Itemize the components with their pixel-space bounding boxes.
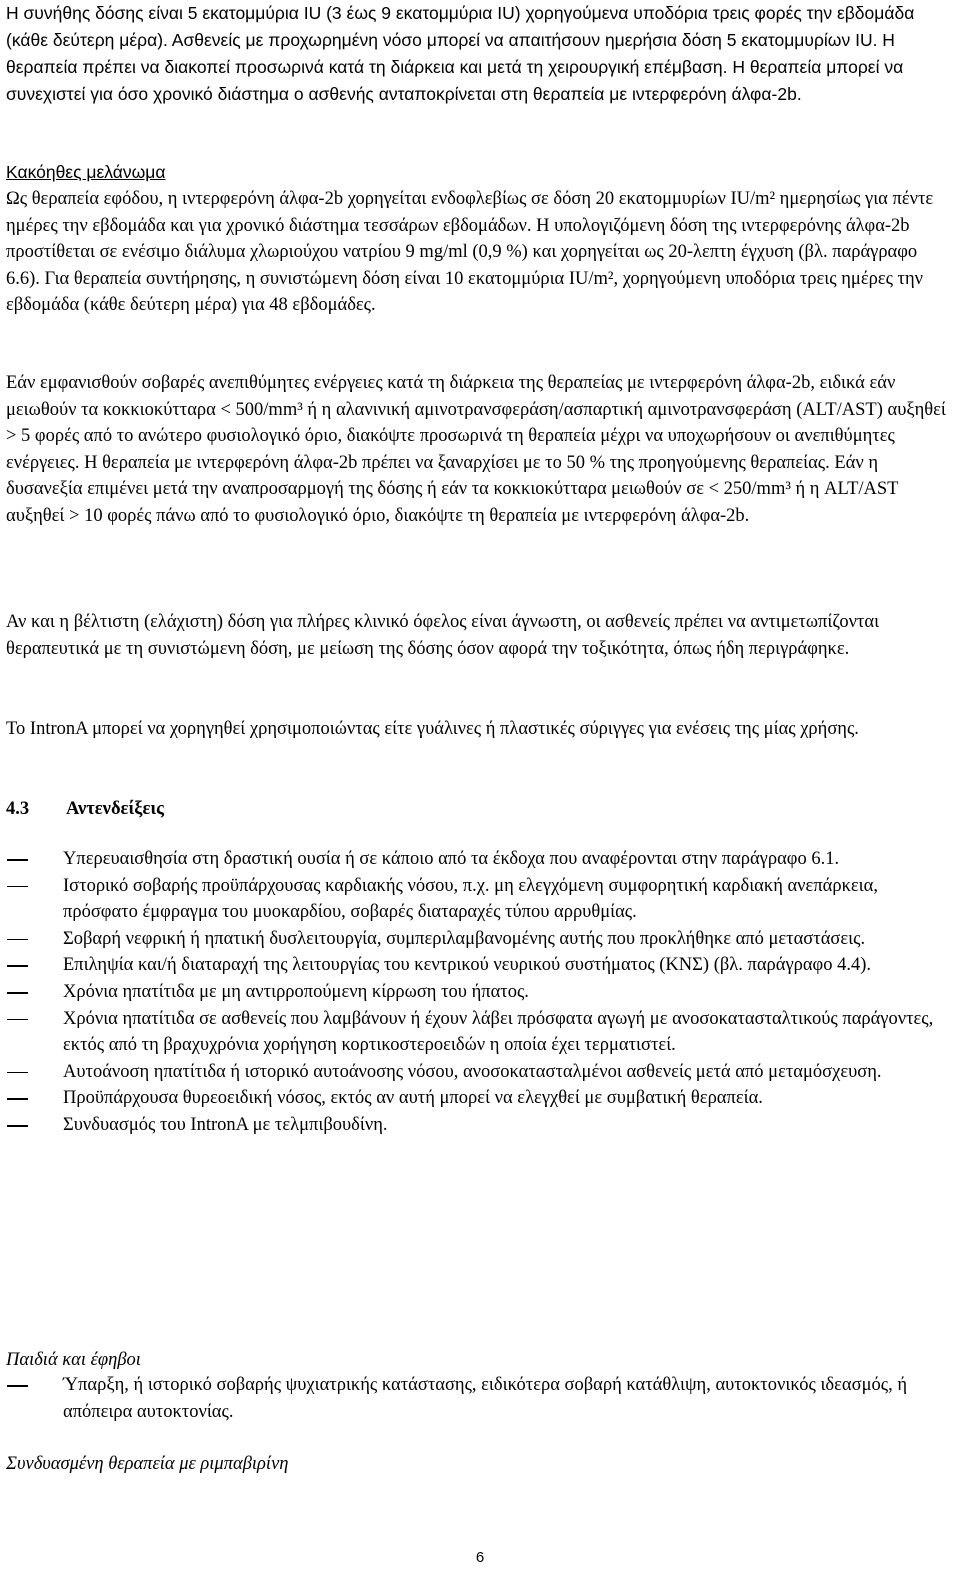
dash-bullet [7, 1385, 28, 1387]
dosing-paragraph: Η συνήθης δόσης είναι 5 εκατομμύρια IU (3 έως 9 εκατομμύρια IU) χορηγούμενα υποδόρια τρεις φορές την εβδομάδα (κάθε δεύτερη μέρα). Ασθενείς με προχωρημένη νόσο μπορεί να απαιτήσουν ημερήσια δόση 5 εκατομμυρίων IU. Η θεραπεία πρέπει να διακοπεί προσωρινά κατά τη διάρκεια και μετά τη χειρουργική επέμβαση. Η θεραπεία μπορεί να συνεχιστεί για όσο χρονικό διάστημα ο ασθενής ανταποκρίνεται στη θεραπεία με ιντερφερόνη άλφα-2b. [6, 3, 915, 104]
contraindications-list [6, 846, 954, 1139]
dash-bullet [7, 1125, 28, 1127]
dash-bullet [7, 886, 28, 888]
children-heading: Παιδιά και έφηβοι [6, 1350, 141, 1370]
list-item: Υπερευαισθησία στη δραστική ουσία ή σε κάποιο από τα έκδοχα που αναφέρονται στην παράγραφο 6.1. [6, 846, 954, 873]
list-item: Αυτοάνοση ηπατίτιδα ή ιστορικό αυτοάνοσης νόσου, ανοσοκατασταλμένοι ασθενείς μετά από μεταμόσχευση. [6, 1059, 954, 1086]
adverse-reactions-paragraph: Εάν εμφανισθούν σοβαρές ανεπιθύμητες ενέργειες κατά τη διάρκεια της θεραπείας με ιντερφερόνη άλφα-2b, ειδικά εάν μειωθούν τα κοκκιοκύτταρα < 500/mm³ ή η αλανινική αμινοτρανσφεράση/ασπαρτική αμινοτρανσφεράση (ALT/AST) αυξηθεί > 5 φορές από το ανώτερο φυσιολογικό όριο, διακόψτε προσωρινά τη θεραπεία μέχρι να υποχωρήσουν οι ανεπιθύμητες ενέργειες. Η θεραπεία με ιντερφερόνη άλφα-2b πρέπει να ξαναρχίσει με το 50 % της προηγούμενης θεραπείας. Εάν η δυσανεξία επιμένει μετά την αναπροσαρμογή της δόσης ή εάν τα κοκκιοκύτταρα μειωθούν σε < 250/mm³ ή η ALT/AST αυξηθεί > 10 φορές πάνω από το φυσιολογικό όριο, διακόψτε τη θεραπεία με ιντερφερόνη άλφα-2b. [6, 373, 946, 526]
list-item: Σοβαρή νεφρική ή ηπατική δυσλειτουργία, συμπεριλαμβανομένης αυτής που προκλήθηκε από μεταστάσεις. [6, 926, 954, 953]
optimal-dose-paragraph: Αν και η βέλτιστη (ελάχιστη) δόση για πλήρες κλινικό όφελος είναι άγνωστη, οι ασθενείς πρέπει να αντιμετωπίζονται θεραπευτικά με τη συνιστώμενη δόση, με μείωση της δόσης όσον αφορά την τοξικότητα, όπως ήδη περιγράφηκε. [6, 612, 880, 659]
melanoma-block [6, 159, 954, 319]
combination-heading: Συνδυασμένη θεραπεία με ριμπαβιρίνη [6, 1454, 289, 1474]
dash-bullet [7, 1098, 28, 1100]
section-number: 4.3 [6, 799, 30, 819]
list-item: Επιληψία και/ή διαταραχή της λειτουργίας του κεντρικού νευρικού συστήματος (ΚΝΣ) (βλ. παράγραφο 4.4). [6, 952, 954, 979]
list-item: Χρόνια ηπατίτιδα με μη αντιρροπούμενη κίρρωση του ήπατος. [6, 979, 954, 1006]
list-item: Χρόνια ηπατίτιδα σε ασθενείς που λαμβάνουν ή έχουν λάβει πρόσφατα αγωγή με ανοσοκατασταλτικούς παράγοντες, εκτός από τη βραχυχρόνια χορήγηση κορτικοστεροειδών η οποία έχει τερματιστεί. [6, 1006, 954, 1059]
list-item: Ύπαρξη, ή ιστορικό σοβαρής ψυχιατρικής κατάστασης, ειδικότερα σοβαρή κατάθλιψη, αυτοκτονικός ιδεασμός, ή απόπειρα αυτοκτονίας. [6, 1372, 954, 1425]
melanoma-heading: Κακόηθες μελάνωμα [6, 162, 166, 182]
syringe-paragraph: Το IntronA μπορεί να χορηγηθεί χρησιμοποιώντας είτε γυάλινες ή πλαστικές σύριγγες για ενέσεις της μίας χρήσης. [6, 719, 859, 739]
section-title: Αντενδείξεις [66, 799, 164, 819]
page-number: 6 [475, 1549, 485, 1566]
dash-bullet [7, 965, 28, 967]
melanoma-paragraph: Ως θεραπεία εφόδου, η ιντερφερόνη άλφα-2b χορηγείται ενδοφλεβίως σε δόση 20 εκατομμυρίων IU/m² ημερησίως για πέντε ημέρες την εβδομάδα και για χρονικό διάστημα τεσσάρων εβδομάδων. Η υπολογιζόμενη δόση της ιντερφερόνης άλφα-2b προστίθεται σε ενέσιμο διάλυμα χλωριούχου νατρίου 9 mg/ml (0,9 %) και χορηγείται ως 20-λεπτη έγχυση (βλ. παράγραφο 6.6). Για θεραπεία συντήρησης, η συνιστώμενη δόση είναι 10 εκατομμύρια IU/m², χορηγούμενη υποδόρια τρεις ημέρες την εβδομάδα (κάθε δεύτερη μέρα) για 48 εβδομάδες. [6, 189, 934, 316]
dash-bullet [7, 859, 28, 861]
dash-bullet [7, 992, 28, 994]
children-list [6, 1372, 954, 1425]
list-item: Ιστορικό σοβαρής προϋπάρχουσας καρδιακής νόσου, π.χ. μη ελεγχόμενη συμφορητική καρδιακή ανεπάρκεια, πρόσφατο έμφραγμα του μυοκαρδίου, σοβαρές διαταραχές τύπου αρρυθμίας. [6, 873, 954, 926]
list-item: Συνδυασμός του IntronA με τελμπιβουδίνη. [6, 1112, 954, 1139]
section-heading [6, 796, 164, 822]
dash-bullet [7, 1072, 28, 1074]
list-item: Προϋπάρχουσα θυρεοειδική νόσος, εκτός αν αυτή μπορεί να ελεγχθεί με συμβατική θεραπεία. [6, 1085, 954, 1112]
dash-bullet [7, 1019, 28, 1021]
dash-bullet [7, 939, 28, 941]
